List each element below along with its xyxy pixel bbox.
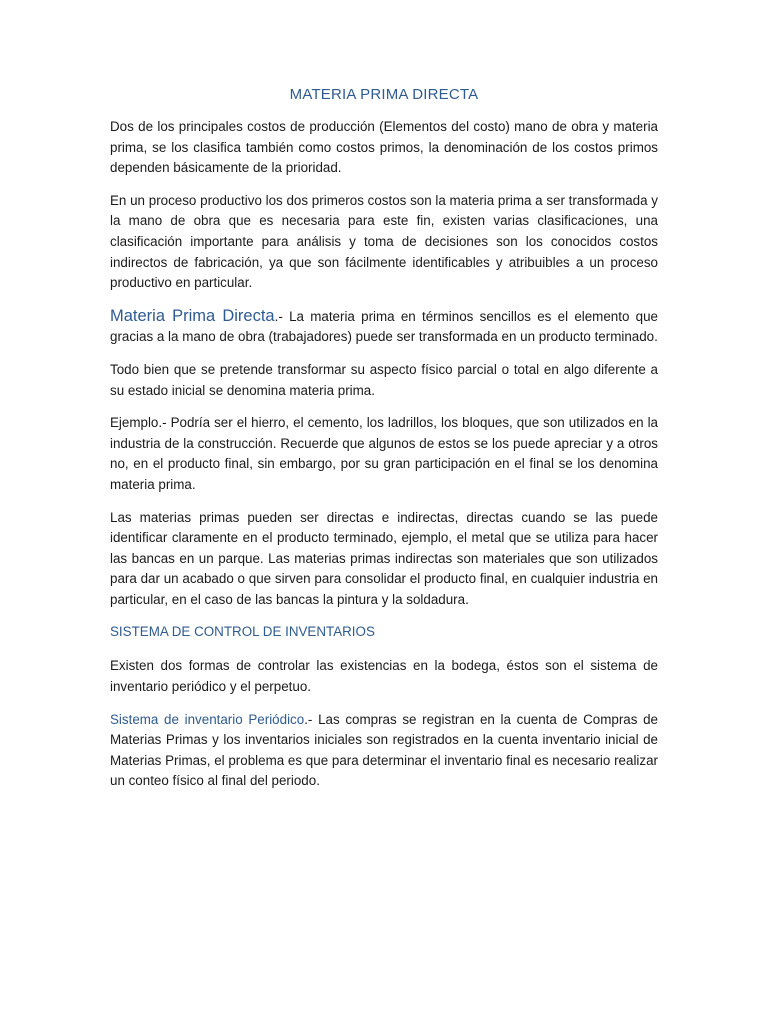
paragraph-process: En un proceso productivo los dos primeros costos son la materia prima a ser transformada y la mano de obra que es necesaria para este fin, existen varias clasificaciones, una clasificación importante para análisis y toma de decisiones son los conocidos costos indirectos de fabricación, ya que son fácilmente identificables y atribuibles a un proceso productivo en particular. (110, 192, 658, 291)
paragraph-intro: Dos de los principales costos de producción (Elementos del costo) mano de obra y materia prima, se los clasifica también como costos primos, la denominación de los costos primos dependen básicamente de la prioridad. (110, 119, 658, 176)
definition-text: .- La materia prima en términos sencillos es el elemento que gracias a la mano de obra (trabajadores) puede ser transformada en un producto terminado. (110, 308, 658, 345)
paragraph-definition (110, 306, 658, 348)
paragraph-periodic-system (110, 710, 658, 792)
periodic-system-text: .- Las compras se registran en la cuenta de Compras de Materias Primas y los inventarios iniciales son registrados en la cuenta inventario inicial de Materias Primas, el problema es que para determinar el inventario final es necesario realizar un conteo físico al final del periodo. (110, 711, 658, 789)
section-heading-inventory-control: SISTEMA DE CONTROL DE INVENTARIOS (110, 624, 375, 640)
paragraph-inventory-forms: Existen dos formas de controlar las existencias en la bodega, éstos son el sistema de inventario periódico y el perpetuo. (110, 658, 658, 695)
page-title: MATERIA PRIMA DIRECTA (289, 86, 479, 103)
paragraph-transform: Todo bien que se pretende transformar su aspecto físico parcial o total en algo diferente a su estado inicial se denomina materia prima. (110, 361, 658, 398)
inline-heading-materia-prima-directa: Materia Prima Directa (110, 306, 275, 325)
paragraph-example: Ejemplo.- Podría ser el hierro, el cemento, los ladrillos, los bloques, que son utilizados en la industria de la construcción. Recuerde que algunos de estos se los puede apreciar y a otros no, en el producto final, sin embargo, por su gran participación en el final se los denomina materia prima. (110, 415, 658, 492)
paragraph-types: Las materias primas pueden ser directas e indirectas, directas cuando se las puede identificar claramente en el producto terminado, ejemplo, el metal que se utiliza para hacer las bancas en un parque. Las materias primas indirectas son materiales que son utilizados para dar un acabado o que sirven para consolidar el producto final, en cualquier industria en particular, en el caso de las bancas la pintura y la soldadura. (110, 509, 658, 607)
inline-heading-periodic-inventory: Sistema de inventario Periódico (110, 711, 305, 727)
